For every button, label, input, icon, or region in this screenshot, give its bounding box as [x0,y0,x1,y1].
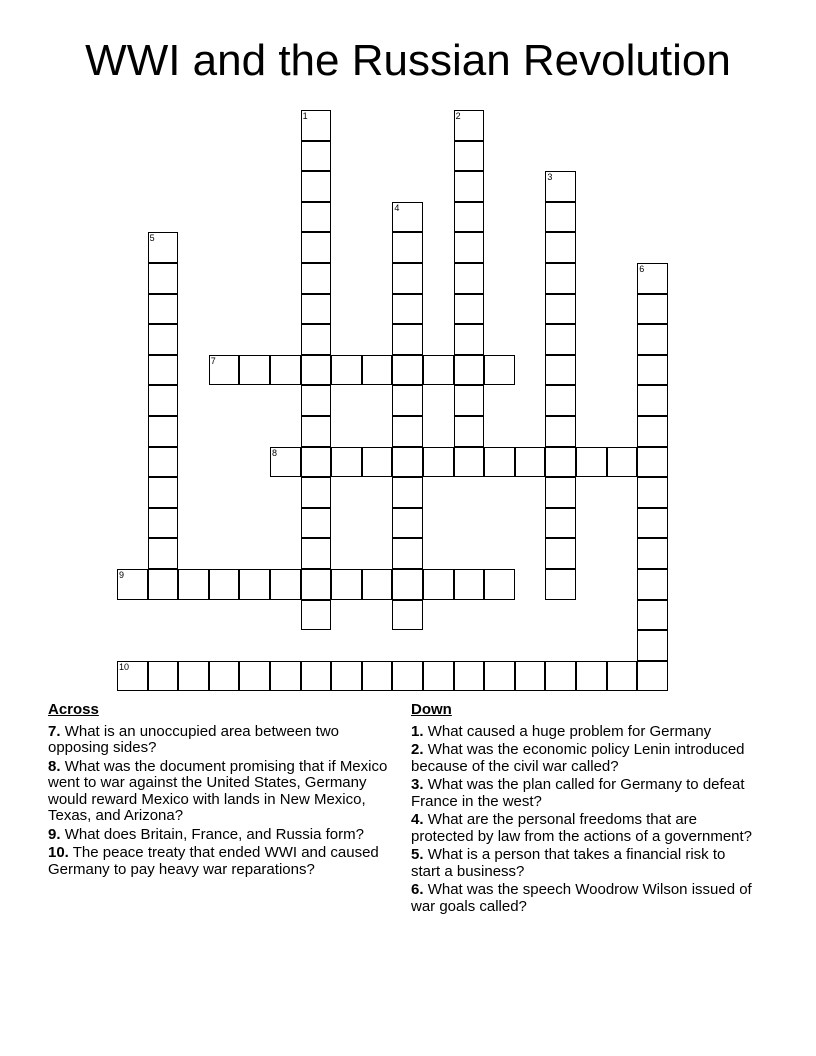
grid-cell[interactable] [148,294,179,325]
grid-cell[interactable] [392,508,423,539]
clue-across [48,759,398,825]
grid-cell[interactable] [637,538,668,569]
grid-cell[interactable] [392,324,423,355]
clue-number-label: 5 [149,233,155,244]
grid-cell[interactable] [392,263,423,294]
grid-cell[interactable] [392,355,423,386]
clue-number: 5. [411,846,424,863]
clue-number-label: 4 [394,202,400,213]
grid-cell[interactable] [301,141,332,172]
grid-cell[interactable] [148,477,179,508]
grid-cell[interactable] [301,661,332,692]
clue-number-label: 9 [119,570,125,580]
grid-cell[interactable] [117,661,148,692]
grid-cell[interactable] [545,447,576,478]
clue-number-label: 2 [455,111,461,121]
grid-cell[interactable] [148,661,179,692]
grid-cell[interactable] [301,171,332,202]
grid-cell[interactable] [270,569,301,600]
grid-cell[interactable] [637,416,668,447]
grid-cell[interactable] [362,569,393,600]
grid-cell[interactable] [515,447,546,478]
across-heading: Across [48,701,99,718]
grid-cell[interactable] [454,447,485,478]
grid-cell[interactable] [301,110,332,141]
grid-cell[interactable] [362,447,393,478]
grid-cell[interactable] [545,294,576,325]
clue-number: 9. [48,825,61,843]
clue-text: What does Britain, France, and Russia form? [64,825,364,843]
grid-cell[interactable] [423,355,454,386]
clue-across [48,845,398,878]
grid-cell[interactable] [239,661,270,692]
grid-cell[interactable] [392,447,423,478]
clue-text: What was the document promising that if Mexico went to war against the United States, Germany would reward Mexico with lands in New Mexico, Texas, and Arizona? [48,757,388,824]
grid-cell[interactable] [392,385,423,416]
grid-cell[interactable] [331,355,362,386]
grid-cell[interactable] [637,508,668,539]
grid-cell[interactable] [545,385,576,416]
grid-cell[interactable] [454,355,485,386]
grid-cell[interactable] [148,538,179,569]
grid-cell[interactable] [545,569,576,600]
clue-text: What was the plan called for Germany to defeat France in the west? [411,776,745,810]
grid-cell[interactable] [545,477,576,508]
clue-number-label: 1 [302,111,308,121]
grid-cell[interactable] [545,202,576,233]
grid-cell[interactable] [392,232,423,263]
grid-cell[interactable] [301,538,332,569]
grid-cell[interactable] [209,661,240,692]
grid-cell[interactable] [239,355,270,386]
grid-cell[interactable] [545,508,576,539]
grid-cell[interactable] [331,447,362,478]
grid-cell[interactable] [637,355,668,386]
grid-cell[interactable] [454,416,485,447]
grid-cell[interactable] [576,661,607,692]
grid-cell[interactable] [148,569,179,600]
clue-text: The peace treaty that ended WWI and caused Germany to pay heavy war reparations? [48,844,379,878]
grid-cell[interactable] [270,447,301,478]
grid-cell[interactable] [423,569,454,600]
grid-cell[interactable] [301,294,332,325]
grid-cell[interactable] [454,232,485,263]
grid-cell[interactable] [178,661,209,692]
grid-cell[interactable] [301,447,332,478]
grid-cell[interactable] [148,385,179,416]
grid-cell[interactable] [423,661,454,692]
grid-cell[interactable] [637,477,668,508]
grid-cell[interactable] [301,508,332,539]
grid-cell[interactable] [637,630,668,661]
grid-cell[interactable] [148,508,179,539]
clue-across [48,827,398,844]
grid-cell[interactable] [484,569,515,600]
clue-number: 2. [411,741,424,758]
grid-cell[interactable] [545,661,576,692]
across-clues [48,702,398,880]
clue-text: What caused a huge problem for Germany [427,722,712,740]
grid-cell[interactable] [423,447,454,478]
grid-cell[interactable] [545,538,576,569]
grid-cell[interactable] [454,294,485,325]
grid-cell[interactable] [301,232,332,263]
grid-cell[interactable] [454,385,485,416]
grid-cell[interactable] [454,661,485,692]
grid-cell[interactable] [270,355,301,386]
grid-cell[interactable] [637,447,668,478]
clue-down [411,777,756,810]
grid-cell[interactable] [392,294,423,325]
grid-cell[interactable] [148,355,179,386]
grid-cell[interactable] [148,447,179,478]
grid-cell[interactable] [515,661,546,692]
clue-number: 1. [411,722,424,740]
page-title: WWI and the Russian Revolution [85,36,731,85]
grid-cell[interactable] [392,416,423,447]
grid-cell[interactable] [148,232,179,263]
grid-cell[interactable] [607,447,638,478]
grid-cell[interactable] [545,416,576,447]
grid-cell[interactable] [637,385,668,416]
grid-cell[interactable] [545,324,576,355]
grid-cell[interactable] [637,661,668,692]
grid-cell[interactable] [209,569,240,600]
grid-cell[interactable] [545,355,576,386]
clue-text: What are the personal freedoms that are protected by law from the actions of a government? [411,811,753,845]
grid-cell[interactable] [148,416,179,447]
grid-cell[interactable] [209,355,240,386]
clue-number-label: 8 [272,447,278,458]
down-clues [411,702,756,917]
clue-number: 7. [48,722,61,740]
grid-cell[interactable] [117,569,148,600]
grid-cell[interactable] [484,355,515,386]
grid-cell[interactable] [454,110,485,141]
grid-cell[interactable] [392,477,423,508]
grid-cell[interactable] [545,263,576,294]
grid-cell[interactable] [301,324,332,355]
grid-cell[interactable] [454,263,485,294]
clue-number-label: 6 [639,264,645,274]
grid-cell[interactable] [331,661,362,692]
clue-number-label: 3 [547,172,553,183]
clue-down [411,847,756,880]
grid-cell[interactable] [301,385,332,416]
clue-number: 3. [411,776,424,793]
clue-text: What was the speech Woodrow Wilson issued of war goals called? [411,881,752,915]
grid-cell[interactable] [301,416,332,447]
grid-cell[interactable] [301,477,332,508]
clue-number: 6. [411,881,424,898]
grid-cell[interactable] [362,661,393,692]
clue-across [48,724,398,757]
grid-cell[interactable] [148,263,179,294]
grid-cell[interactable] [392,569,423,600]
grid-cell[interactable] [576,447,607,478]
grid-cell[interactable] [545,232,576,263]
grid-cell[interactable] [454,202,485,233]
grid-cell[interactable] [301,600,332,631]
clue-number: 4. [411,811,424,828]
clue-down [411,812,756,845]
grid-cell[interactable] [607,661,638,692]
grid-cell[interactable] [239,569,270,600]
grid-cell[interactable] [392,600,423,631]
clue-number: 8. [48,757,61,775]
grid-cell[interactable] [362,355,393,386]
grid-cell[interactable] [637,324,668,355]
down-heading: Down [411,701,452,718]
grid-cell[interactable] [392,661,423,692]
clue-down [411,742,756,775]
grid-cell[interactable] [331,569,362,600]
grid-cell[interactable] [148,324,179,355]
grid-cell[interactable] [178,569,209,600]
clue-down [411,724,756,741]
grid-cell[interactable] [392,202,423,233]
grid-cell[interactable] [637,569,668,600]
grid-cell[interactable] [301,355,332,386]
clue-text: What is a person that takes a financial risk to start a business? [411,846,726,880]
clue-number: 10. [48,844,69,861]
clue-text: What is an unoccupied area between two opposing sides? [48,722,340,756]
grid-cell[interactable] [392,538,423,569]
grid-cell[interactable] [301,263,332,294]
grid-cell[interactable] [637,263,668,294]
grid-cell[interactable] [484,661,515,692]
clue-number-label: 10 [119,661,130,672]
clue-text: What was the economic policy Lenin introduced because of the civil war called? [411,741,745,775]
grid-cell[interactable] [301,569,332,600]
grid-cell[interactable] [484,447,515,478]
grid-cell[interactable] [637,600,668,631]
grid-cell[interactable] [454,569,485,600]
grid-cell[interactable] [270,661,301,692]
clue-number-label: 7 [210,355,216,366]
grid-cell[interactable] [454,141,485,172]
grid-cell[interactable] [545,171,576,202]
grid-cell[interactable] [454,324,485,355]
grid-cell[interactable] [637,294,668,325]
grid-cell[interactable] [301,202,332,233]
clue-down [411,882,756,915]
grid-cell[interactable] [454,171,485,202]
